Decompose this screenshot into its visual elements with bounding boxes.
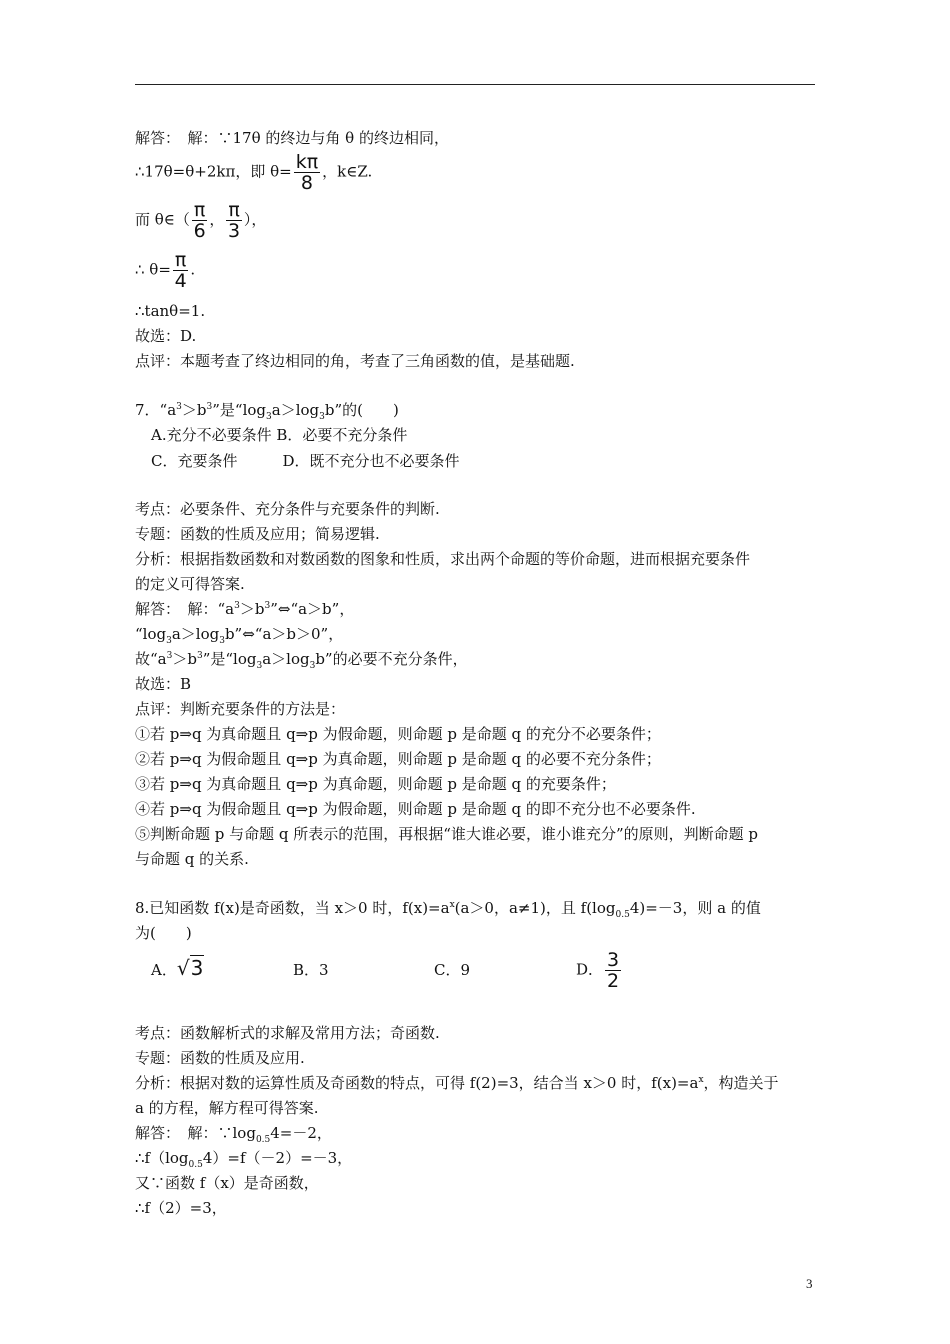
- sqrt-icon: √3: [176, 956, 204, 980]
- fraction-k-pi-over-8: $\frac{k\pi}{8}$: [295, 151, 319, 194]
- q8-option-a: A．√3: [151, 956, 204, 980]
- fraction-pi-over-4: $\frac{\pi}{4}$: [174, 249, 187, 292]
- q7-pingyu: 点评：判断充要条件的方法是：: [135, 700, 346, 718]
- q7-rule-5: ⑤判断命题 p 与命题 q 所表示的范围，再根据“谁大谁必要，谁小谁充分”的原则，判断命题 p: [135, 825, 758, 843]
- page-number: 3: [806, 1276, 813, 1291]
- q8-jieda-3: 又∵函数 f（x）是奇函数，: [135, 1174, 319, 1192]
- q7-jieda-1: 解答： 解：“$a^3>b^3”\Leftrightarrow“a>b$”，: [135, 600, 355, 618]
- q7-fenxi-2: 的定义可得答案.: [135, 575, 245, 593]
- q7-rule-3: ③若 p⇒q 为真命题且 q⇒p 为真命题，则命题 p 是命题 q 的充要条件；: [135, 775, 616, 793]
- q8-option-d: D． $\frac{3}{2}$: [576, 949, 620, 992]
- q7-choose: 故选：B: [135, 675, 192, 693]
- q7-jieda-2: “$\log_3a>\log_3b”\Leftrightarrow“a>b>0$”，: [135, 625, 344, 646]
- q7-options-ab: A.充分不必要条件 B．必要不充分条件: [151, 426, 408, 444]
- q7-stem: 7．“$a^3>b^3$”是“$\log_3a>\log_3b$”的( ): [135, 401, 399, 422]
- q7-rule-2: ②若 p⇒q 为假命题且 q⇒p 为真命题，则命题 p 是命题 q 的必要不充分条件；: [135, 750, 661, 768]
- q8-fenxi-2: a 的方程，解方程可得答案.: [135, 1099, 319, 1117]
- q8-option-c: C．9: [434, 961, 471, 979]
- q7-rule-6: 与命题 q 的关系.: [135, 850, 249, 868]
- q8-jieda-1: 解答： 解：$\because\log_{0.5}4=-2$，: [135, 1124, 332, 1145]
- q8-option-b: B．3: [293, 961, 329, 979]
- q7-zhuanti: 专题：函数的性质及应用；简易逻辑.: [135, 525, 380, 543]
- q8-kaodian: 考点：函数解析式的求解及常用方法；奇函数.: [135, 1024, 440, 1042]
- q7-rule-4: ④若 p⇒q 为假命题且 q⇒p 为假命题，则命题 p 是命题 q 的即不充分也不必要条件.: [135, 800, 696, 818]
- q7-options-cd: C．充要条件 D．既不充分也不必要条件: [151, 452, 460, 470]
- q7-jieda-3: 故“$a^3>b^3$”是“$\log_3a>\log_3b$”的必要不充分条件，: [135, 650, 468, 671]
- s6-line-6: 故选：D.: [135, 327, 197, 345]
- fraction-3-over-2: $\frac{3}{2}$: [607, 949, 620, 992]
- s6-line-4: ∴ θ= $\frac{\pi}{4}$ .: [135, 249, 196, 292]
- s6-line-2: ∴17θ=θ+2kπ，即 θ= $\frac{k\pi}{8}$ ，k∈Z.: [135, 151, 373, 194]
- s6-line-3: 而 θ∈（ $\frac{\pi}{6}$ ， $\frac{\pi}{3}$ ），: [135, 199, 267, 242]
- q8-stem-1: 8.已知函数 f(x)是奇函数，当 x＞0 时，$f(x)=a^x(a>0$，a≠1)，且 $f(\log_{0.5}4)=-3$，则 a 的值: [135, 899, 761, 920]
- q7-kaodian: 考点：必要条件、充分条件与充要条件的判断.: [135, 500, 440, 518]
- q8-jieda-2: $\therefore f(\log_{0.5}4)=f(-2)=-3$，: [135, 1149, 353, 1170]
- q8-fenxi-1: 分析：根据对数的运算性质及奇函数的特点，可得 f(2)=3，结合当 x＞0 时，$f(x)=a^x$，构造关于: [135, 1074, 779, 1092]
- fraction-pi-over-6: $\frac{\pi}{6}$: [193, 199, 206, 242]
- fraction-pi-over-3: $\frac{\pi}{3}$: [228, 199, 241, 242]
- q7-fenxi-1: 分析：根据指数函数和对数函数的图象和性质，求出两个命题的等价命题，进而根据充要条件: [135, 550, 751, 568]
- s6-line-1: 解答： 解：∵17θ 的终边与角 θ 的终边相同，: [135, 129, 449, 147]
- s6-line-7: 点评：本题考查了终边相同的角，考查了三角函数的值，是基础题.: [135, 352, 575, 370]
- q7-rule-1: ①若 p⇒q 为真命题且 q⇒p 为假命题，则命题 p 是命题 q 的充分不必要条件；: [135, 725, 661, 743]
- q8-zhuanti: 专题：函数的性质及应用.: [135, 1049, 305, 1067]
- q8-jieda-4: ∴f（2）=3，: [135, 1199, 227, 1217]
- q8-stem-2: 为( ): [135, 924, 192, 942]
- s6-line-5: ∴tanθ=1.: [135, 302, 206, 320]
- header-rule: [135, 84, 815, 85]
